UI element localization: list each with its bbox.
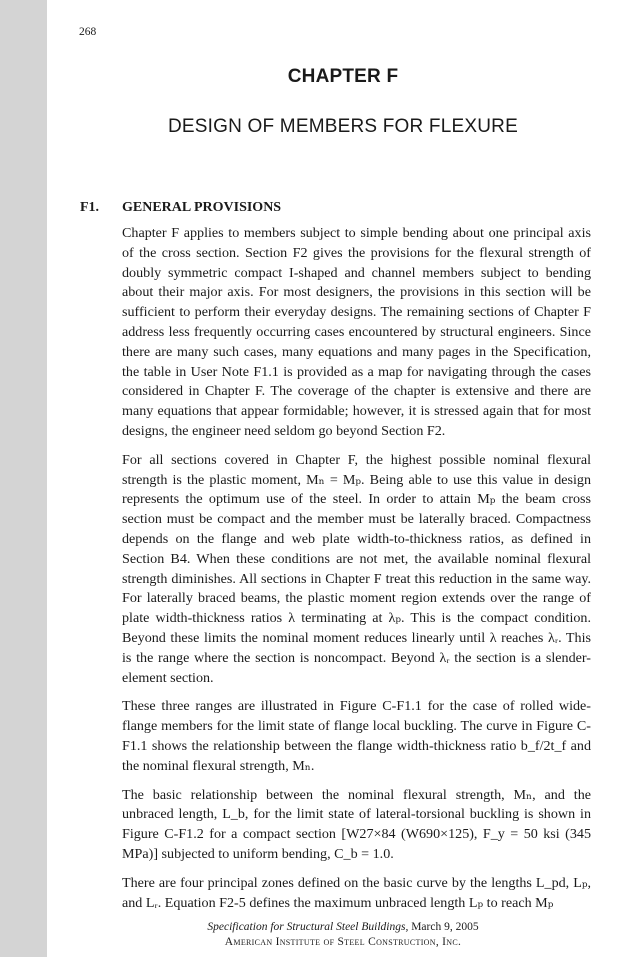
chapter-subtitle: DESIGN OF MEMBERS FOR FLEXURE	[168, 116, 518, 137]
body-text	[122, 224, 591, 922]
page-footer	[48, 920, 638, 950]
chapter-title: CHAPTER F	[287, 66, 399, 87]
section-number: F1.	[80, 200, 100, 215]
paragraph-2: For all sections covered in Chapter F, the highest possible nominal flexural strength is the plastic moment, Mₙ = Mₚ. Being able to use this value in design represents the optimum use of the steel. In order to attain Mₚ the beam cross section must be compact and the member must be laterally braced. Compactness depends on the flange and web plate width-to-thickness ratios, as defined in Section B4. When these conditions are not met, the available nominal flexural strength diminishes. All sections in Chapter F treat this reduction in the same way. For laterally braced beams, the plastic moment region extends over the range of plate width-thickness ratios λ terminating at λₚ. This is the compact condition. Beyond these limits the nominal moment reduces linearly until λ reaches λᵣ. This is the range where the section is noncompact. Beyond λᵣ the section is a slender-element section.	[122, 451, 591, 686]
footer-publisher: American Institute of Steel Construction, Inc.	[224, 936, 462, 948]
page-number: 268	[79, 26, 97, 38]
paragraph-5: There are four principal zones defined on the basic curve by the lengths L_pd, Lₚ, and Lᵣ. Equation F2-5 defines the maximum unbraced length Lₚ to reach Mₚ	[122, 874, 591, 911]
paragraph-3: These three ranges are illustrated in Figure C-F1.1 for the case of rolled wide-flange members for the limit state of flange local buckling. The curve in Figure C-F1.1 shows the relationship between the flange width-thickness ratio b_f/2t_f and the nominal flexural strength, Mₙ.	[122, 698, 591, 774]
footer-publication: Specification for Structural Steel Buildings,	[207, 921, 409, 933]
paragraph-4: The basic relationship between the nominal flexural strength, Mₙ, and the unbraced length, L_b, for the limit state of lateral-torsional buckling is shown in Figure C-F1.2 for a compact section [W27×84 (W690×125), F_y = 50 ksi (345 MPa)] subjected to uniform bending, C_b = 1.0.	[122, 786, 591, 862]
page-margin-band	[0, 0, 47, 957]
footer-citation	[48, 920, 638, 935]
paragraph-1: Chapter F applies to members subject to simple bending about one principal axis of the cross section. Section F2 gives the provisions for the flexural strength of doubly symmetric compact I-shaped and channel members subject to bending about their major axis. For most designers, the provisions in this section will be sufficient to perform their everyday designs. The remaining sections of Chapter F address less frequently occurring cases encountered by structural engineers. Since there are many such cases, many equations and many pages in the Specification, the table in User Note F1.1 is provided as a map for navigating through the cases considered in Chapter F. The coverage of the chapter is extensive and there are many equations that appear formidable; however, it is stressed again that for most designs, the engineer need seldom go beyond Section F2.	[122, 225, 591, 439]
section-title: GENERAL PROVISIONS	[122, 200, 282, 215]
footer-date: March 9, 2005	[408, 921, 479, 933]
